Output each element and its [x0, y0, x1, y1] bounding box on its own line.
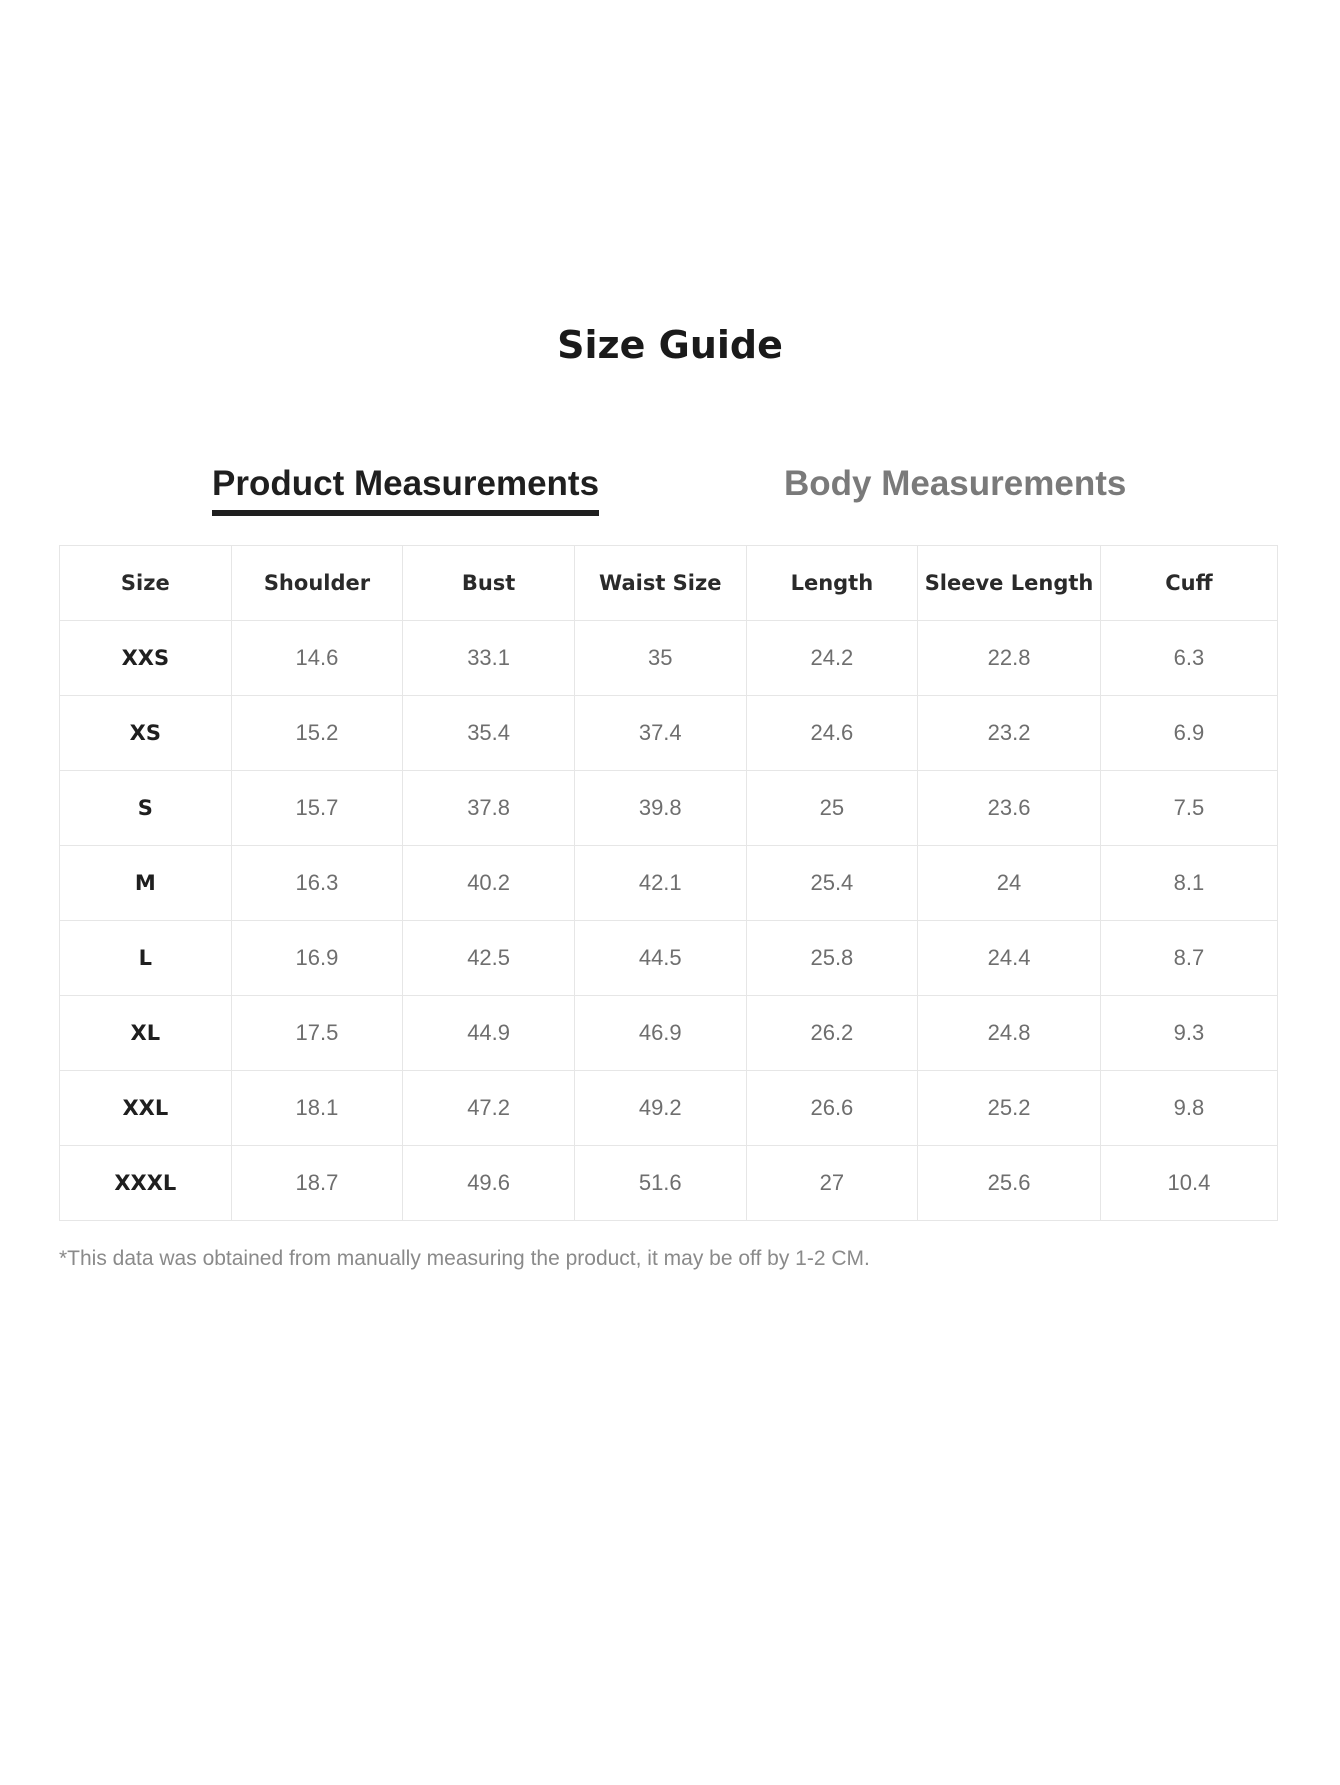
length-cell: 27 — [746, 1146, 918, 1221]
length-cell: 25.8 — [746, 921, 918, 996]
cuff-cell: 8.7 — [1100, 921, 1277, 996]
waist-cell: 46.9 — [574, 996, 746, 1071]
size-table-container — [59, 545, 1278, 1221]
sleeve-length-cell: 23.2 — [918, 696, 1101, 771]
page-title: Size Guide — [557, 323, 783, 367]
cuff-cell: 10.4 — [1100, 1146, 1277, 1221]
sleeve-length-cell: 24.8 — [918, 996, 1101, 1071]
sleeve-length-cell: 25.2 — [918, 1071, 1101, 1146]
size-cell: S — [60, 771, 232, 846]
table-row — [60, 1071, 1278, 1146]
shoulder-cell: 15.2 — [231, 696, 403, 771]
table-row — [60, 1146, 1278, 1221]
length-cell: 26.2 — [746, 996, 918, 1071]
cuff-cell: 8.1 — [1100, 846, 1277, 921]
sleeve-length-cell: 23.6 — [918, 771, 1101, 846]
table-row — [60, 696, 1278, 771]
shoulder-cell: 16.3 — [231, 846, 403, 921]
cuff-cell: 7.5 — [1100, 771, 1277, 846]
bust-cell: 35.4 — [403, 696, 575, 771]
table-row — [60, 771, 1278, 846]
cuff-cell: 6.9 — [1100, 696, 1277, 771]
length-cell: 26.6 — [746, 1071, 918, 1146]
header-size: Size — [60, 546, 232, 621]
length-cell: 25 — [746, 771, 918, 846]
waist-cell: 44.5 — [574, 921, 746, 996]
table-row — [60, 996, 1278, 1071]
tab-product-measurements[interactable]: Product Measurements — [212, 462, 599, 506]
size-cell: XXXL — [60, 1146, 232, 1221]
sleeve-length-cell: 24.4 — [918, 921, 1101, 996]
shoulder-cell: 18.1 — [231, 1071, 403, 1146]
bust-cell: 42.5 — [403, 921, 575, 996]
bust-cell: 49.6 — [403, 1146, 575, 1221]
header-sleeve-length: Sleeve Length — [918, 546, 1101, 621]
waist-cell: 42.1 — [574, 846, 746, 921]
waist-cell: 39.8 — [574, 771, 746, 846]
header-waist-size: Waist Size — [574, 546, 746, 621]
cuff-cell: 6.3 — [1100, 621, 1277, 696]
sleeve-length-cell: 22.8 — [918, 621, 1101, 696]
size-cell: L — [60, 921, 232, 996]
header-bust: Bust — [403, 546, 575, 621]
waist-cell: 37.4 — [574, 696, 746, 771]
waist-cell: 35 — [574, 621, 746, 696]
table-row — [60, 621, 1278, 696]
waist-cell: 51.6 — [574, 1146, 746, 1221]
sleeve-length-cell: 24 — [918, 846, 1101, 921]
size-cell: XXS — [60, 621, 232, 696]
table-row — [60, 846, 1278, 921]
sleeve-length-cell: 25.6 — [918, 1146, 1101, 1221]
size-cell: M — [60, 846, 232, 921]
bust-cell: 40.2 — [403, 846, 575, 921]
shoulder-cell: 17.5 — [231, 996, 403, 1071]
tab-body-measurements[interactable]: Body Measurements — [784, 464, 1127, 503]
bust-cell: 37.8 — [403, 771, 575, 846]
table-row — [60, 921, 1278, 996]
bust-cell: 44.9 — [403, 996, 575, 1071]
shoulder-cell: 15.7 — [231, 771, 403, 846]
shoulder-cell: 14.6 — [231, 621, 403, 696]
cuff-cell: 9.3 — [1100, 996, 1277, 1071]
table-header-row — [60, 546, 1278, 621]
header-shoulder: Shoulder — [231, 546, 403, 621]
bust-cell: 47.2 — [403, 1071, 575, 1146]
measurement-disclaimer: *This data was obtained from manually measuring the product, it may be off by 1-2 CM. — [59, 1247, 870, 1270]
length-cell: 24.2 — [746, 621, 918, 696]
waist-cell: 49.2 — [574, 1071, 746, 1146]
cuff-cell: 9.8 — [1100, 1071, 1277, 1146]
measurement-tabs — [0, 462, 1340, 522]
length-cell: 24.6 — [746, 696, 918, 771]
shoulder-cell: 16.9 — [231, 921, 403, 996]
size-cell: XXL — [60, 1071, 232, 1146]
header-cuff: Cuff — [1100, 546, 1277, 621]
bust-cell: 33.1 — [403, 621, 575, 696]
length-cell: 25.4 — [746, 846, 918, 921]
size-table — [59, 545, 1278, 1221]
header-length: Length — [746, 546, 918, 621]
shoulder-cell: 18.7 — [231, 1146, 403, 1221]
size-cell: XS — [60, 696, 232, 771]
size-cell: XL — [60, 996, 232, 1071]
